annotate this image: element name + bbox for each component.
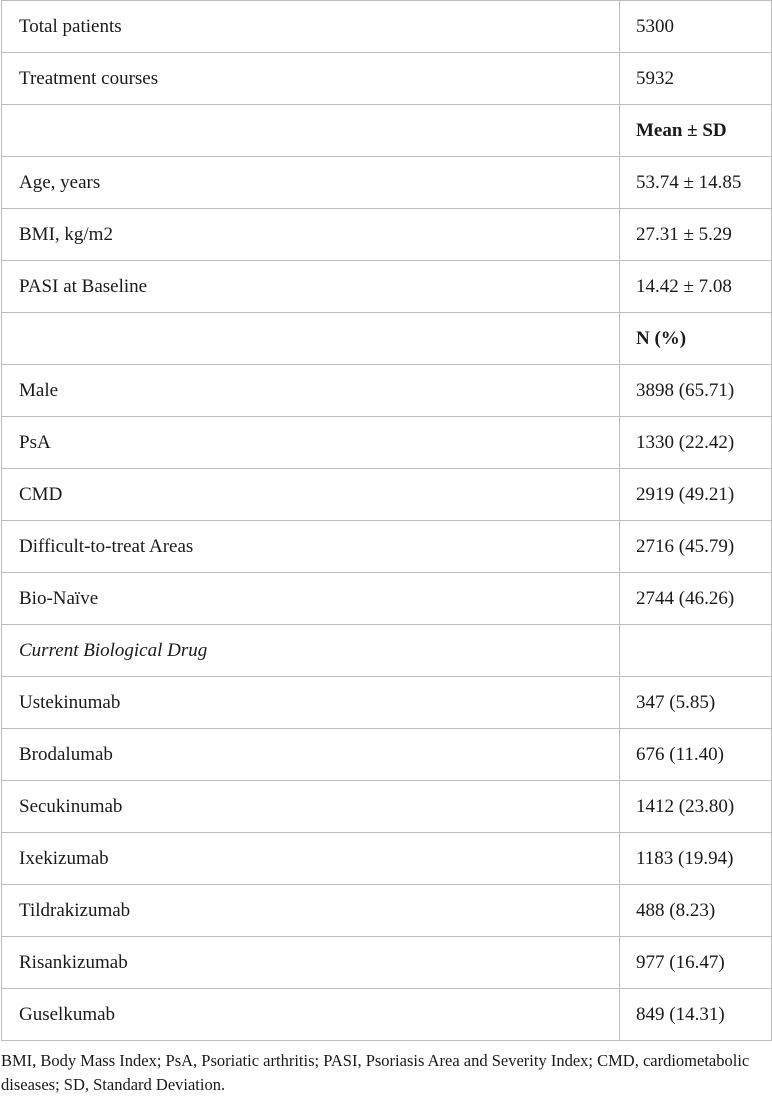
table-row [2, 209, 772, 261]
section-label-current-biological-drug: Current Biological Drug [2, 625, 620, 677]
table-footnote: BMI, Body Mass Index; PsA, Psoriatic arthritis; PASI, Psoriasis Area and Severity Index; CMD, cardiometabolic diseases; SD, Standard Deviation. [1, 1051, 750, 1094]
table-row [2, 833, 772, 885]
row-label: Ustekinumab [2, 677, 620, 729]
row-label [2, 313, 620, 365]
table-row [2, 313, 772, 365]
table-row [2, 989, 772, 1041]
column-header-n-percent: N (%) [620, 313, 772, 365]
row-value: 1330 (22.42) [620, 417, 772, 469]
column-header-mean-sd: Mean ± SD [620, 105, 772, 157]
row-value: 5300 [620, 1, 772, 53]
table-row [2, 625, 772, 677]
characteristics-table [1, 0, 772, 1041]
row-value: 5932 [620, 53, 772, 105]
row-label: PsA [2, 417, 620, 469]
table-row [2, 469, 772, 521]
row-value: 53.74 ± 14.85 [620, 157, 772, 209]
row-label: Guselkumab [2, 989, 620, 1041]
row-label: Total patients [2, 1, 620, 53]
row-label: Ixekizumab [2, 833, 620, 885]
row-value: 1412 (23.80) [620, 781, 772, 833]
row-label: PASI at Baseline [2, 261, 620, 313]
row-label [2, 105, 620, 157]
row-value: 3898 (65.71) [620, 365, 772, 417]
row-value: 676 (11.40) [620, 729, 772, 781]
table-row [2, 885, 772, 937]
table-row [2, 1, 772, 53]
table-row [2, 781, 772, 833]
table-row [2, 521, 772, 573]
table-row [2, 729, 772, 781]
row-label: Difficult-to-treat Areas [2, 521, 620, 573]
characteristics-table-wrap [1, 0, 771, 1041]
row-value: 2919 (49.21) [620, 469, 772, 521]
row-value: 488 (8.23) [620, 885, 772, 937]
row-label: Treatment courses [2, 53, 620, 105]
row-value: 977 (16.47) [620, 937, 772, 989]
row-value: 1183 (19.94) [620, 833, 772, 885]
row-label: CMD [2, 469, 620, 521]
table-body [2, 1, 772, 1041]
table-row [2, 365, 772, 417]
row-value: 14.42 ± 7.08 [620, 261, 772, 313]
table-row [2, 573, 772, 625]
row-value: 2744 (46.26) [620, 573, 772, 625]
row-label: Risankizumab [2, 937, 620, 989]
row-value: 27.31 ± 5.29 [620, 209, 772, 261]
row-label: Brodalumab [2, 729, 620, 781]
table-row [2, 53, 772, 105]
row-label: Male [2, 365, 620, 417]
row-value: 347 (5.85) [620, 677, 772, 729]
table-row [2, 417, 772, 469]
row-label: Tildrakizumab [2, 885, 620, 937]
table-row [2, 937, 772, 989]
row-label: Secukinumab [2, 781, 620, 833]
row-label: Age, years [2, 157, 620, 209]
table-row [2, 677, 772, 729]
row-value [620, 625, 772, 677]
row-value: 2716 (45.79) [620, 521, 772, 573]
row-label: BMI, kg/m2 [2, 209, 620, 261]
table-row [2, 261, 772, 313]
row-value: 849 (14.31) [620, 989, 772, 1041]
table-row [2, 157, 772, 209]
table-row [2, 105, 772, 157]
row-label: Bio-Naïve [2, 573, 620, 625]
